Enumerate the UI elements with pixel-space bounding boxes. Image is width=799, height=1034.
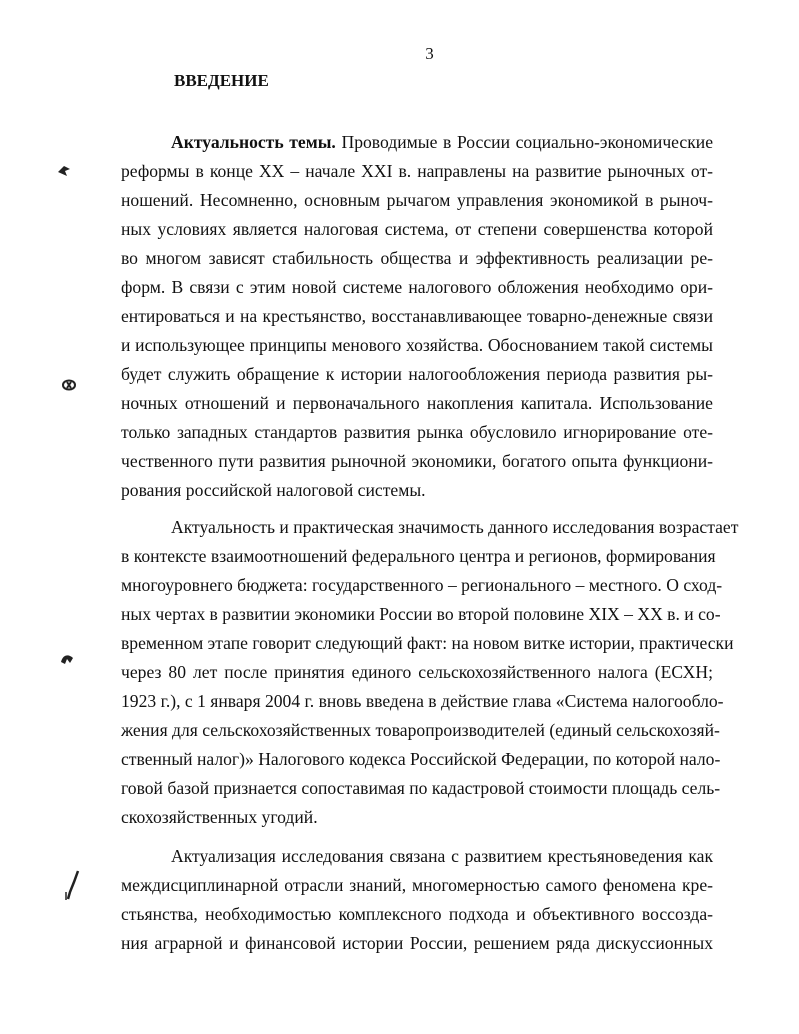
paragraph-line: ния аграрной и финансовой истории России, решением ряда дискуссионных [121, 933, 713, 953]
paragraph-line: рования российской налоговой системы. [121, 480, 426, 500]
paragraph-line: в контексте взаимоотношений федерального центра и регионов, формирования [121, 546, 716, 566]
page-heading: ВВЕДЕНИЕ [174, 71, 269, 90]
paragraph-line: Актуализация исследования связана с развитием крестьяноведения как [171, 846, 713, 866]
paragraph-line: будет служить обращение к истории налогообложения периода развития ры- [121, 364, 713, 384]
lead-phrase: Актуальность темы. [171, 132, 336, 152]
scan-blot-icon [58, 374, 80, 396]
paragraph-line: форм. В связи с этим новой системе налогового обложения необходимо ори- [121, 277, 713, 297]
page-number: 3 [425, 44, 434, 63]
paragraph-line: только западных стандартов развития рынка обусловило игнорирование оте- [121, 422, 713, 442]
paragraph-line: реформы в конце XX – начале XXI в. направлены на развитие рыночных от- [121, 161, 713, 181]
paragraph-line: и использующее принципы менового хозяйства. Обоснованием такой системы [121, 335, 713, 355]
paragraph-line: многоуровнего бюджета: государственного – регионального – местного. О сход- [121, 575, 723, 595]
scan-blot-icon [58, 650, 78, 668]
scan-blot-icon [54, 160, 74, 180]
paragraph-line: ношений. Несомненно, основным рычагом управления экономикой в рыноч- [121, 190, 713, 210]
paragraph-relevance [121, 128, 713, 505]
paragraph-line: междисциплинарной отрасли знаний, многомерностью самого феномена кре- [121, 875, 713, 895]
paragraph-line: говой базой признается сопоставимая по кадастровой стоимости площадь сель- [121, 778, 721, 798]
scan-stroke-icon [60, 868, 82, 902]
paragraph-line: во многом зависят стабильность общества и эффективность реализации ре- [121, 248, 713, 268]
paragraph-line: ентироваться и на крестьянство, восстанавливающее товарно-денежные связи [121, 306, 713, 326]
paragraph-line: чественного пути развития рыночной экономики, богатого опыта функциони- [121, 451, 713, 471]
paragraph-significance [121, 513, 739, 832]
paragraph-line: ных чертах в развитии экономики России во второй половине XIX – XX в. и со- [121, 604, 721, 624]
paragraph-line: Актуальность темы. Проводимые в России социально-экономические [171, 132, 713, 152]
paragraph-line: через 80 лет после принятия единого сельскохозяйственного налога (ЕСХН; [121, 662, 713, 682]
paragraph-line: ночных отношений и первоначального накопления капитала. Использование [121, 393, 713, 413]
paragraph-line: скохозяйственных угодий. [121, 807, 318, 827]
paragraph-line: Актуальность и практическая значимость данного исследования возрастает [171, 517, 739, 537]
paragraph-line: стьянства, необходимостью комплексного подхода и объективного воссозда- [121, 904, 713, 924]
paragraph-actualization [121, 842, 713, 958]
paragraph-line: ственный налог)» Налогового кодекса Российской Федерации, по которой нало- [121, 749, 721, 769]
paragraph-line: ных условиях является налоговая система, от степени совершенства которой [121, 219, 713, 239]
paragraph-line: временном этапе говорит следующий факт: на новом витке истории, практически [121, 633, 734, 653]
paragraph-line: жения для сельскохозяйственных товаропроизводителей (единый сельскохозяй- [121, 720, 720, 740]
paragraph-line: 1923 г.), с 1 января 2004 г. вновь введена в действие глава «Система налогообло- [121, 691, 724, 711]
